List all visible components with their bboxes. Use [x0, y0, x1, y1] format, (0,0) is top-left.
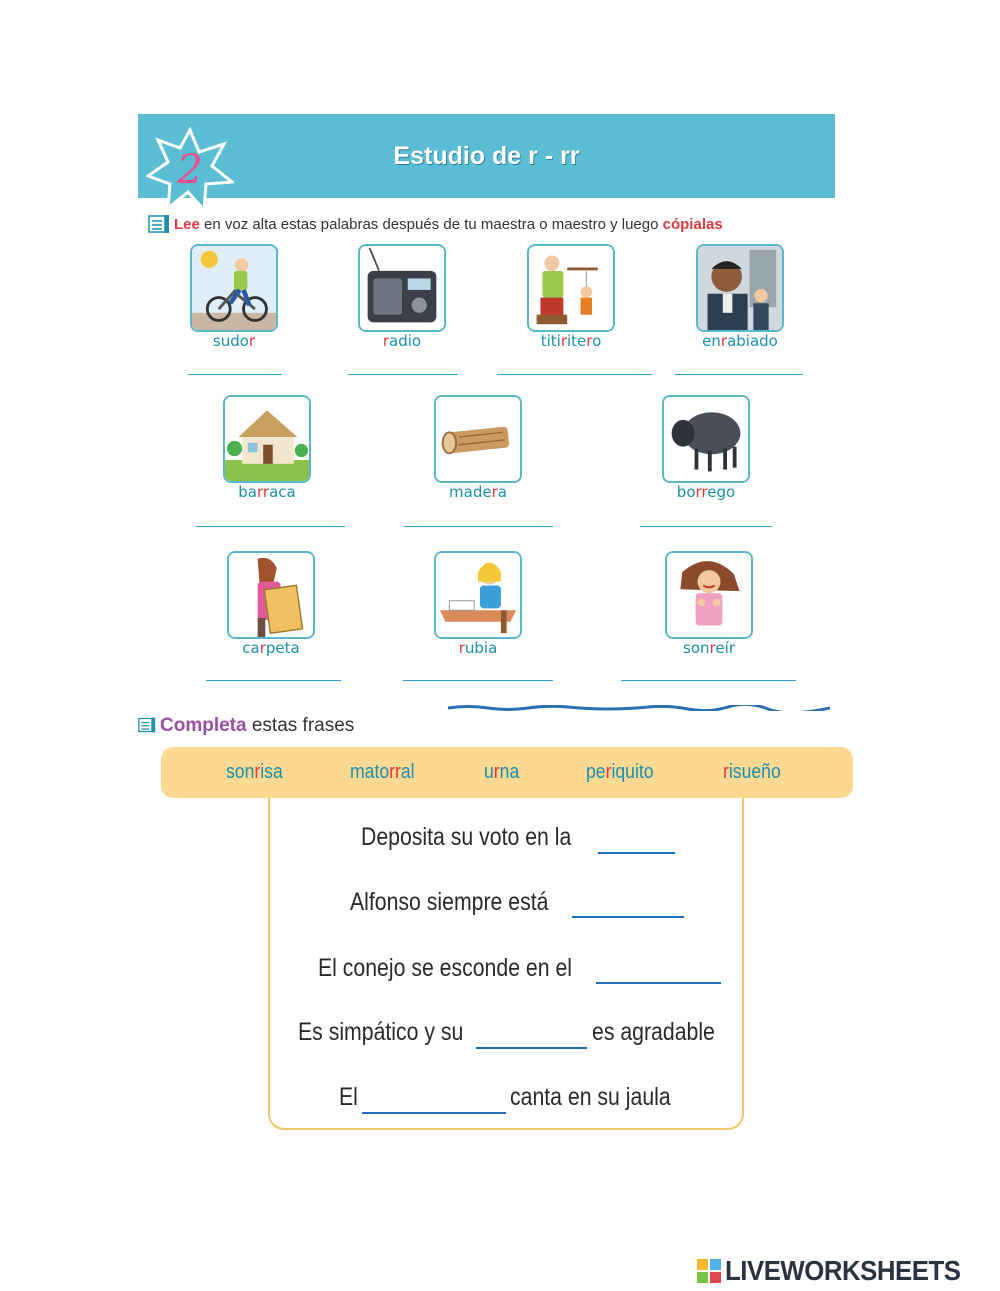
instruction-tail: estas frases — [246, 715, 355, 736]
log-icon — [434, 395, 522, 483]
word-card-rubia — [434, 551, 522, 661]
sentence-4-start: Es simpático y su — [298, 1018, 464, 1046]
word-bank — [161, 747, 853, 798]
sentence-4-end: es agradable — [592, 1018, 715, 1046]
word-label: enrabiado — [702, 332, 778, 350]
sentence-2: Alfonso siempre está — [350, 888, 549, 916]
blank-field[interactable] — [476, 1047, 587, 1049]
word-card-sonreir — [665, 551, 753, 661]
word-card-titiritero — [527, 244, 615, 354]
answer-line[interactable] — [621, 680, 796, 681]
cyclist-icon — [190, 244, 278, 332]
instruction-read — [148, 214, 723, 234]
word-label: carpeta — [242, 639, 300, 657]
bank-word: risueño — [723, 761, 781, 783]
sentence-1: Deposita su voto en la — [361, 823, 572, 851]
instruction-lead: Completa — [160, 715, 247, 736]
header-banner — [138, 114, 835, 198]
hut-icon — [223, 395, 311, 483]
smiling-girl-icon — [665, 551, 753, 639]
blank-field[interactable] — [596, 982, 721, 984]
word-card-carpeta — [227, 551, 315, 661]
word-card-madera — [434, 395, 522, 505]
word-label: sonreír — [683, 639, 735, 657]
blank-field[interactable] — [362, 1112, 506, 1114]
folder-person-icon — [227, 551, 315, 639]
blank-field[interactable] — [572, 916, 684, 918]
girl-desk-icon — [434, 551, 522, 639]
word-card-borrego — [662, 395, 750, 505]
instruction-complete — [138, 712, 354, 738]
instruction-middle: en voz alta estas palabras después de tu maestra o maestro y luego — [199, 216, 663, 233]
answer-line[interactable] — [188, 374, 282, 375]
answer-line[interactable] — [640, 526, 772, 527]
book-icon — [148, 214, 170, 234]
angry-man-icon — [696, 244, 784, 332]
sentence-5-start: El — [339, 1083, 358, 1111]
blank-field[interactable] — [598, 852, 675, 854]
instruction-lead: Lee — [174, 216, 200, 233]
answer-line[interactable] — [675, 374, 803, 375]
word-card-radio — [358, 244, 446, 354]
logo-blocks-icon — [697, 1259, 721, 1283]
bank-word: sonrisa — [226, 761, 283, 783]
puppeteer-icon — [527, 244, 615, 332]
page-title: Estudio de r - rr — [393, 142, 580, 170]
lesson-number: 2 — [177, 147, 203, 193]
word-label: sudor — [212, 332, 256, 350]
sheep-icon — [662, 395, 750, 483]
word-label: titiritero — [540, 332, 602, 350]
word-label: radio — [382, 332, 422, 350]
torn-edge-divider — [448, 705, 830, 711]
bank-word: periquito — [586, 761, 654, 783]
bank-word: urna — [484, 761, 520, 783]
answer-line[interactable] — [497, 374, 652, 375]
word-card-sudor — [190, 244, 278, 354]
answer-line[interactable] — [404, 526, 553, 527]
sentence-3: El conejo se esconde en el — [318, 954, 573, 982]
word-card-enrabiado — [696, 244, 784, 354]
radio-icon — [358, 244, 446, 332]
word-label: borrego — [676, 483, 736, 501]
answer-line[interactable] — [403, 680, 553, 681]
word-card-barraca — [223, 395, 311, 505]
sentence-5-end: canta en su jaula — [510, 1083, 671, 1111]
word-label: madera — [449, 483, 507, 501]
instruction-tail: cópialas — [662, 216, 723, 233]
bank-word: matorral — [350, 761, 415, 783]
book-icon — [138, 712, 156, 738]
word-label: barraca — [238, 483, 296, 501]
answer-line[interactable] — [206, 680, 341, 681]
word-label: rubia — [458, 639, 498, 657]
answer-line[interactable] — [348, 374, 458, 375]
logo-text: LIVEWORKSHEETS — [725, 1255, 961, 1286]
answer-line[interactable] — [196, 526, 345, 527]
